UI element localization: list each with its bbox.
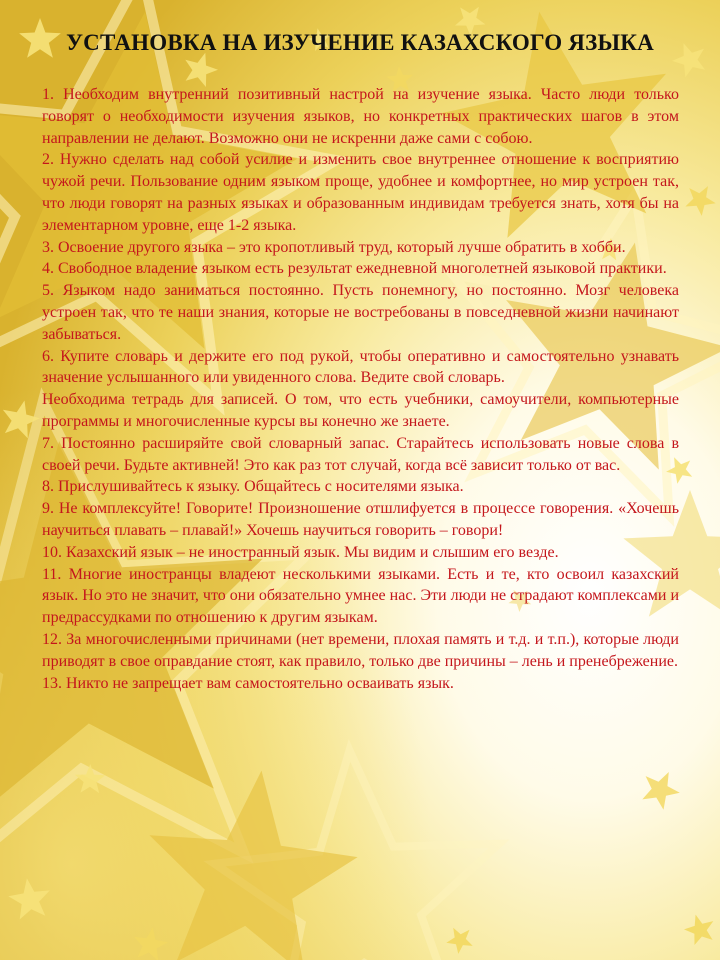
paragraph-10: 10. Казахский язык – не иностранный язык. Мы видим и слышим его везде. (42, 543, 559, 561)
paragraph-4: 4. Свободное владение языком есть результат ежедневной многолетней языковой практики. (42, 260, 667, 278)
paragraph-notebook: Необходима тетрадь для записей. О том, что есть учебники, самоучители, компьютерные программы и многочисленные курсы вы конечно же знаете. (42, 391, 679, 430)
advice-list (42, 84, 679, 694)
paragraph-8: 8. Прислушивайтесь к языку. Общайтесь с носителями языка. (42, 478, 464, 496)
page-title: УСТАНОВКА НА ИЗУЧЕНИЕ КАЗАХСКОГО ЯЗЫКА (66, 30, 654, 55)
paragraph-9: 9. Не комплексуйте! Говорите! Произношение отшлифуется в процессе говорения. «Хочешь научиться плавать – плавай!» Хочешь научиться говорить – говори! (42, 500, 679, 539)
paragraph-2: 2. Нужно сделать над собой усилие и изменить свое внутреннее отношение к восприятию чужой речи. Пользование одним языком проще, удобнее и комфортнее, но мир устроен так, что люди говорят на разных языках и образованным индивидам требуется знать, хотя бы на элементарном уровне, еще 1-2 языка. (42, 151, 679, 234)
paragraph-5: 5. Языком надо заниматься постоянно. Пусть понемногу, но постоянно. Мозг человека устроен так, что те наши знания, которые не востребованы в повседневной жизни начинают забываться. (42, 282, 679, 343)
paragraph-1: 1. Необходим внутренний позитивный настрой на изучение языка. Часто люди только говорят о необходимости изучения языков, но конкретных практических шагов в этом направлении не делают. Возможно они не искренни даже сами с собою. (42, 86, 679, 147)
paragraph-13: 13. Никто не запрещает вам самостоятельно осваивать язык. (42, 674, 454, 692)
paragraph-12: 12. За многочисленными причинами (нет времени, плохая память и т.д. и т.п.), которые люди приводят в свое оправдание стоят, как правило, только две причины – лень и пренебрежение. (42, 630, 679, 670)
paragraph-7: 7. Постоянно расширяйте свой словарный запас. Старайтесь использовать новые слова в своей речи. Будьте активней! Это как раз тот случай, когда всё зависит только от вас. (42, 434, 679, 474)
paragraph-3: 3. Освоение другого языка – это кропотливый труд, который лучше обратить в хобби. (42, 238, 626, 256)
paragraph-11: 11. Многие иностранцы владеют несколькими языками. Есть и те, кто освоил казахский язык. Но это не значит, что они обязательно умнее нас. Эти люди не страдают комплексами и предрассудками по отношению к другим языкам. (42, 565, 679, 627)
paragraph-6: 6. Купите словарь и держите его под рукой, чтобы оперативно и самостоятельно узнавать значение услышанного или увиденного слова. Ведите свой словарь. (42, 347, 679, 387)
